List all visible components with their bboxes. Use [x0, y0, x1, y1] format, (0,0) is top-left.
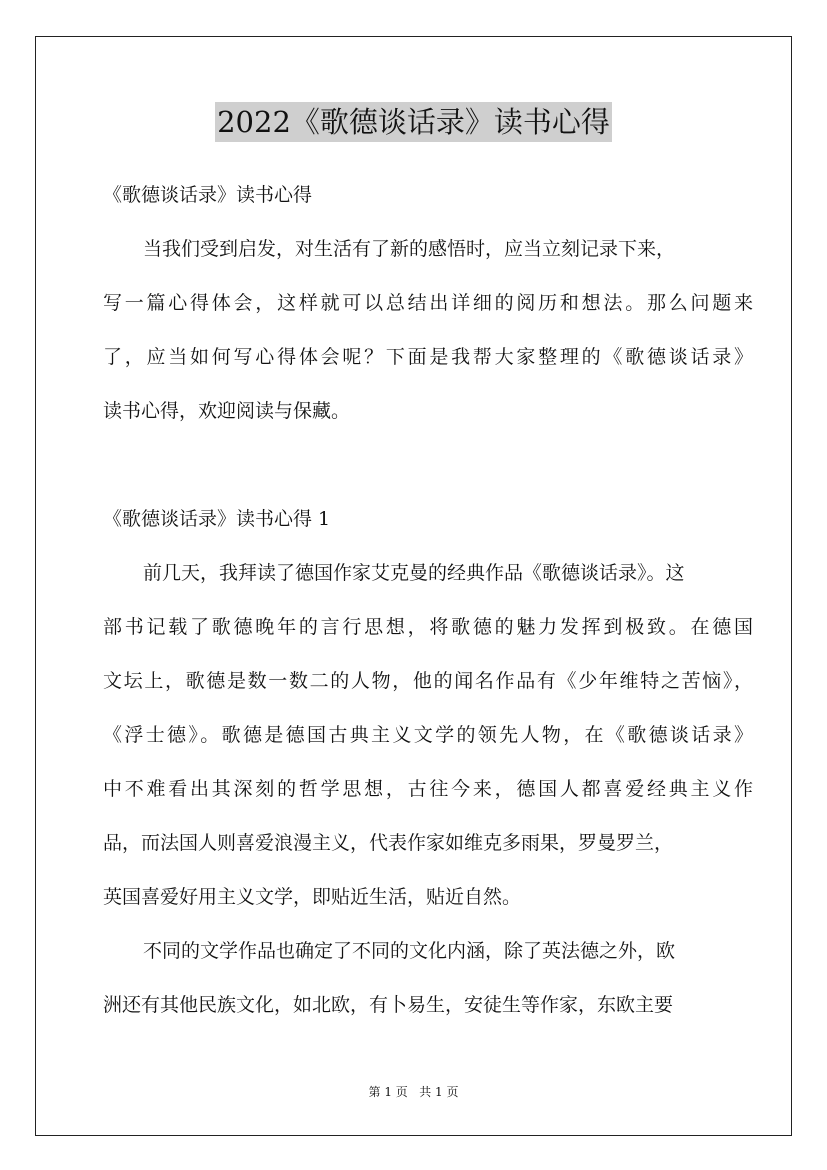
section-heading: 《歌德谈话录》读书心得 1 [103, 508, 331, 530]
intro-line: 写一篇心得体会，这样就可以总结出详细的阅历和想法。那么问题来 [103, 292, 753, 314]
page-footer [0, 1084, 827, 1100]
body-line: 不同的文学作品也确定了不同的文化内涵，除了英法德之外，欧 [143, 940, 676, 962]
subtitle: 《歌德谈话录》读书心得 [103, 184, 313, 206]
intro-line: 读书心得，欢迎阅读与保藏。 [103, 400, 351, 422]
body-line: 部书记载了歌德晚年的言行思想，将歌德的魅力发挥到极致。在德国 [103, 616, 753, 638]
body-line: 品，而法国人则喜爱浪漫主义，代表作家如维克多雨果，罗曼罗兰， [103, 832, 674, 854]
body-line: 《浮士德》。歌德是德国古典主义文学的领先人物，在《歌德谈话录》 [103, 724, 753, 746]
body-line: 前几天，我拜读了德国作家艾克曼的经典作品《歌德谈话录》。这 [143, 562, 685, 584]
intro-line: 了，应当如何写心得体会呢？下面是我帮大家整理的《歌德谈话录》 [103, 346, 753, 368]
document-title: 2022《歌德谈话录》读书心得 [215, 102, 612, 142]
title-container [0, 102, 827, 142]
body-line: 英国喜爱好用主义文学，即贴近生活，贴近自然。 [103, 886, 522, 908]
intro-line: 当我们受到启发，对生活有了新的感悟时，应当立刻记录下来， [143, 238, 676, 260]
body-line: 洲还有其他民族文化，如北欧，有卜易生，安徒生等作家，东欧主要 [103, 994, 674, 1016]
page-number: 第 1 页 共 1 页 [368, 1085, 459, 1099]
body-line: 文坛上，歌德是数一数二的人物，他的闻名作品有《少年维特之苦恼》， [103, 670, 753, 692]
body-line: 中不难看出其深刻的哲学思想，古往今来，德国人都喜爱经典主义作 [103, 778, 753, 800]
